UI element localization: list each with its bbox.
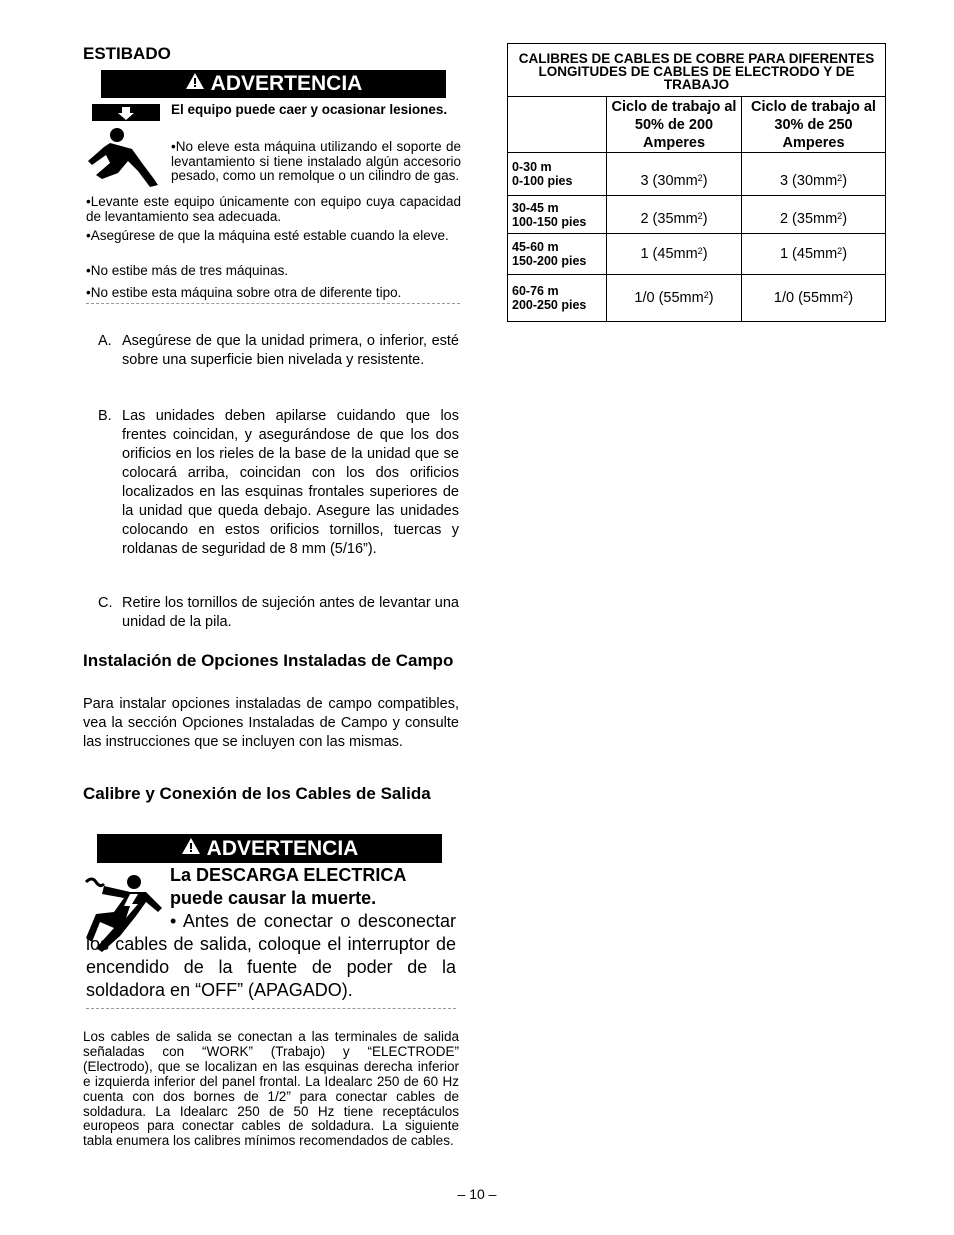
table-row-label: 45-60 m 150-200 pies <box>508 234 607 275</box>
divider <box>86 1008 456 1009</box>
table-row-label: 60-76 m 200-250 pies <box>508 275 607 322</box>
cable-size-table <box>507 43 886 322</box>
warning-lift-bullet: •No eleve esta máquina utilizando el soporte de levantamiento si tiene instalado algún accesorio pesado, como un remolque o un cilindro de gas. <box>171 139 461 183</box>
step-a <box>98 332 459 370</box>
table-corner-cell <box>508 97 607 153</box>
step-text: Retire los tornillos de sujeción antes de levantar una unidad de la pila. <box>122 595 459 630</box>
warning-banner <box>101 70 446 98</box>
cable-connection-text: Los cables de salida se conectan a las terminales de salida señaladas con “WORK” (Trabajo) y “ELECTRODE” (Electrodo), que se localizan en las esquinas derecha inferior e izquierda inferior del panel frontal. La Idealarc 250 de 60 Hz cuenta con dos bornes de 1/2” para conectar cables de soldadura. La Idealarc 250 de 50 Hz tiene receptáculos europeos para conectar cables de soldadura. La siguiente tabla enumera los calibres mínimos recomendados de cables. <box>83 1029 459 1149</box>
table-col-header-50: Ciclo de trabajo al 50% de 200 Amperes <box>607 97 742 153</box>
step-b <box>98 407 459 559</box>
step-c <box>98 594 459 632</box>
table-col-header-30: Ciclo de trabajo al 30% de 250 Amperes <box>742 97 886 153</box>
warning-triangle-icon <box>181 837 201 861</box>
warning-bullet-1: •Levante este equipo únicamente con equipo cuya capacidad de levantamiento sea adecuada. <box>86 194 461 224</box>
table-cell: 1 $(45mm^2)$ <box>607 234 742 275</box>
table-row-label: 30-45 m 100-150 pies <box>508 196 607 234</box>
falling-equipment-icon <box>88 103 164 194</box>
table-cell: 3 $(30mm^2)$ <box>742 153 886 196</box>
warning-banner-2 <box>97 834 442 863</box>
stowing-heading: ESTIBADO <box>83 44 171 63</box>
warning-bullet-2: •Asegúrese de que la máquina esté estable cuando la eleve. <box>86 228 449 243</box>
table-cell: 3 $(30mm^2)$ <box>607 153 742 196</box>
table-cell: 1/0 $(55mm^2)$ <box>742 275 886 322</box>
warning-label: ADVERTENCIA <box>210 72 363 95</box>
table-title: CALIBRES DE CABLES DE COBRE PARA DIFERENTES LONGITUDES DE CABLES DE ELECTRODO Y DE TRABAJO <box>508 44 886 97</box>
step-letter: C. <box>98 595 113 611</box>
page-number: – 10 – <box>457 1186 497 1202</box>
warning-label: ADVERTENCIA <box>206 836 359 860</box>
shock-warning-text: • Antes de conectar o desconectar los cables de salida, coloque el interruptor de encendido de la fuente de poder de la soldadora en “OFF” (APAGADO). <box>86 911 456 1000</box>
warning-bullet-3: •No estibe más de tres máquinas. <box>86 263 289 278</box>
cable-heading: Calibre y Conexión de los Cables de Salida <box>83 784 431 803</box>
warning-bullet-4: •No estibe esta máquina sobre otra de diferente tipo. <box>86 285 402 300</box>
table-cell: 2 $(35mm^2)$ <box>742 196 886 234</box>
field-options-heading: Instalación de Opciones Instaladas de Campo <box>83 651 454 670</box>
divider <box>86 303 460 304</box>
table-cell: 1/0 $(55mm^2)$ <box>607 275 742 322</box>
step-text: Las unidades deben apilarse cuidando que los frentes coincidan, y asegurándose de que los dos orificios en los rieles de la base de la unidad que se colocará arriba, coincidan con los dos orificios localizados en las esquinas frontales superiores de la unidad que queda debajo. Asegure las unidades colocando en estos orificios tornillos, tuercas y roldanas de seguridad de 8 mm (5/16”). <box>122 408 459 557</box>
shock-warning-line1: La DESCARGA ELECTRICA <box>170 865 407 885</box>
warning-fall-text: El equipo puede caer y ocasionar lesiones. <box>171 102 448 117</box>
warning-triangle-icon <box>185 72 205 96</box>
table-cell: 1 $(45mm^2)$ <box>742 234 886 275</box>
table-row-label: 0-30 m 0-100 pies <box>508 153 607 196</box>
shock-warning-line2: puede causar la muerte. <box>170 888 377 908</box>
step-letter: B. <box>98 408 112 424</box>
table-cell: 2 $(35mm^2)$ <box>607 196 742 234</box>
step-text: Asegúrese de que la unidad primera, o inferior, esté sobre una superficie bien nivelada y resistente. <box>122 333 459 368</box>
field-options-text: Para instalar opciones instaladas de campo compatibles, vea la sección Opciones Instaladas de Campo y consulte las instrucciones que se incluyen con las mismas. <box>83 696 459 750</box>
step-letter: A. <box>98 333 112 349</box>
